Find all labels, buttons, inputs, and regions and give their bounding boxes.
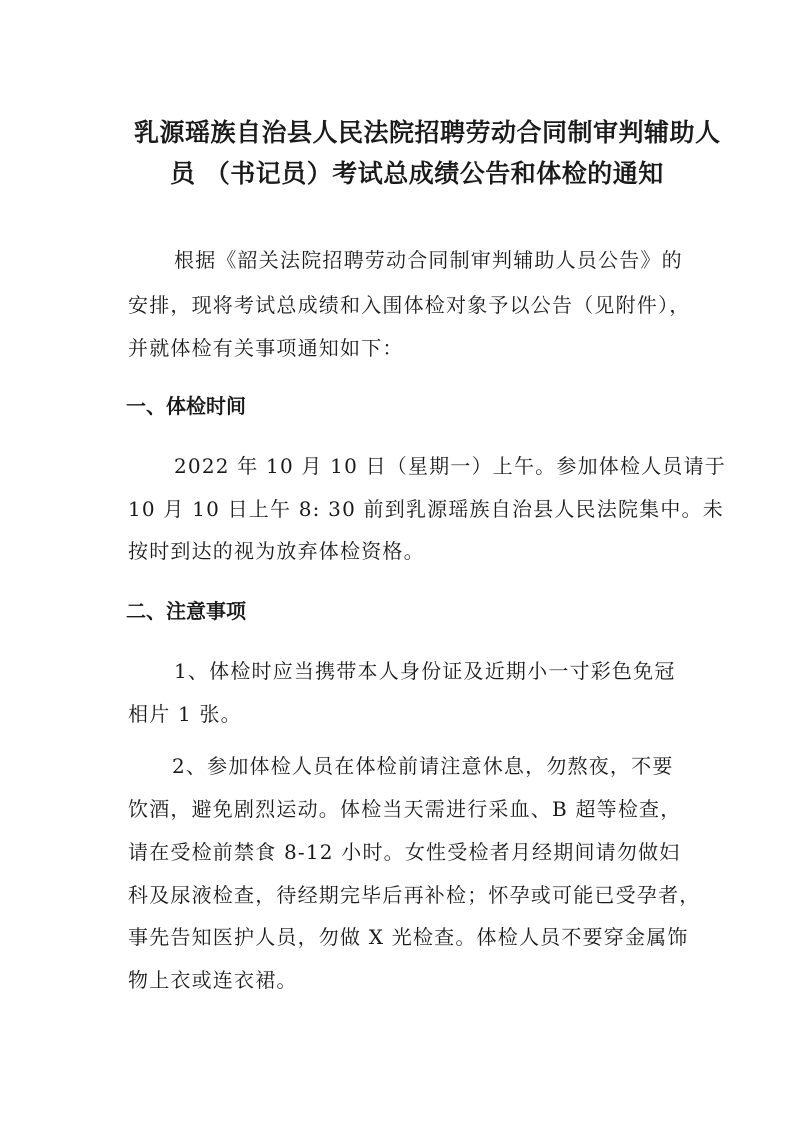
section-heading-exam-time: 一、体检时间 <box>126 394 246 418</box>
note-2-line-1: 2、参加体检人员在体检前请注意休息，勿熬夜，不要 <box>172 754 674 778</box>
exam-time-line-3: 按时到达的视为放弃体检资格。 <box>128 539 425 563</box>
note-2-line-5: 事先告知医护人员，勿做 X 光检查。体检人员不要穿金属饰 <box>128 925 689 949</box>
document-title-line-2: 员 （书记员）考试总成绩公告和体检的通知 <box>170 159 664 188</box>
intro-line-2: 安排，现将考试总成绩和入围体检对象予以公告（见附件）， <box>128 293 691 317</box>
document-title-line-1: 乳源瑶族自治县人民法院招聘劳动合同制审判辅助人 <box>134 118 721 147</box>
exam-time-line-2: 10 月 10 日上午 8: 30 前到乳源瑶族自治县人民法院集中。未 <box>128 497 724 521</box>
note-1-line-2: 相片 1 张。 <box>128 702 242 726</box>
note-2-line-4: 科及尿液检查，待经期完毕后再补检；怀孕或可能已受孕者， <box>128 883 701 907</box>
intro-line-1: 根据《韶关法院招聘劳动合同制审判辅助人员公告》的 <box>174 248 683 272</box>
section-heading-notes: 二、注意事项 <box>126 599 246 623</box>
note-2-line-6: 物上衣或连衣裙。 <box>128 968 298 992</box>
intro-line-3: 并就体检有关事项通知如下： <box>128 336 404 360</box>
note-2-line-3: 请在受检前禁食 8-12 小时。女性受检者月经期间请勿做妇 <box>128 840 681 864</box>
exam-time-line-1: 2022 年 10 月 10 日（星期一）上午。参加体检人员请于 <box>174 454 726 478</box>
note-2-line-2: 饮酒，避免剧烈运动。体检当天需进行采血、B 超等检查， <box>128 797 682 821</box>
note-1-line-1: 1、体检时应当携带本人身份证及近期小一寸彩色免冠 <box>174 659 676 683</box>
